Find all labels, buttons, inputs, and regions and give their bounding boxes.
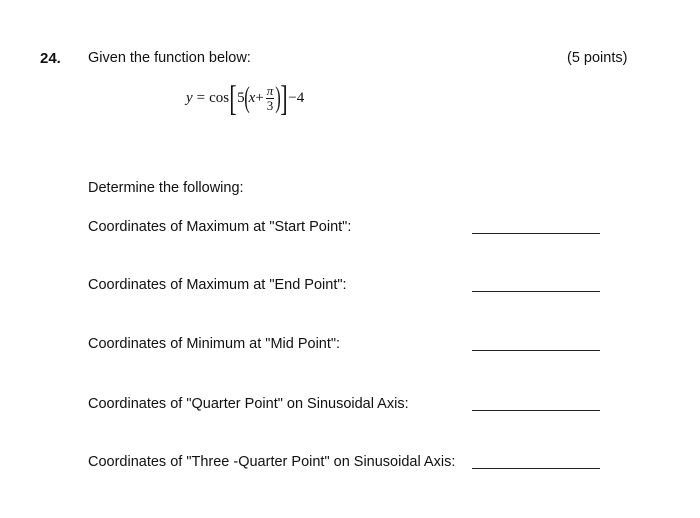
eq-fraction: [266, 84, 275, 112]
eq-plus: +: [255, 89, 264, 106]
item-quarter-label: Coordinates of "Quarter Point" on Sinusoidal Axis:: [88, 396, 409, 412]
eq-right-paren: ): [275, 81, 282, 114]
function-equation: [186, 78, 304, 118]
answer-blank-three-quarter[interactable]: [472, 468, 600, 469]
question-number: 24.: [40, 50, 61, 67]
eq-coef: 5: [237, 89, 245, 106]
eq-var: x: [248, 89, 256, 106]
item-max-start-label: Coordinates of Maximum at "Start Point":: [88, 219, 352, 235]
answer-blank-max-start[interactable]: [472, 233, 600, 234]
eq-right-bracket: ]: [280, 78, 288, 118]
eq-func: cos: [209, 89, 230, 106]
eq-lhs: y: [186, 89, 193, 106]
eq-frac-num: π: [266, 82, 274, 98]
question-intro: Given the function below:: [88, 50, 251, 66]
eq-shift: 4: [296, 89, 305, 106]
answer-blank-quarter[interactable]: [472, 410, 600, 411]
eq-frac-den: 3: [266, 97, 274, 113]
eq-minus: −: [288, 89, 297, 106]
item-three-quarter-label: Coordinates of "Three -Quarter Point" on Sinusoidal Axis:: [88, 454, 456, 470]
item-min-mid-label: Coordinates of Minimum at "Mid Point":: [88, 336, 341, 352]
prompt-text: Determine the following:: [88, 180, 244, 196]
item-max-end-label: Coordinates of Maximum at "End Point":: [88, 277, 347, 293]
eq-equals: =: [196, 89, 206, 106]
eq-left-paren: (: [243, 81, 250, 114]
eq-left-bracket: [: [229, 78, 237, 118]
answer-blank-min-mid[interactable]: [472, 350, 600, 351]
points-label: (5 points): [567, 50, 628, 66]
answer-blank-max-end[interactable]: [472, 291, 600, 292]
